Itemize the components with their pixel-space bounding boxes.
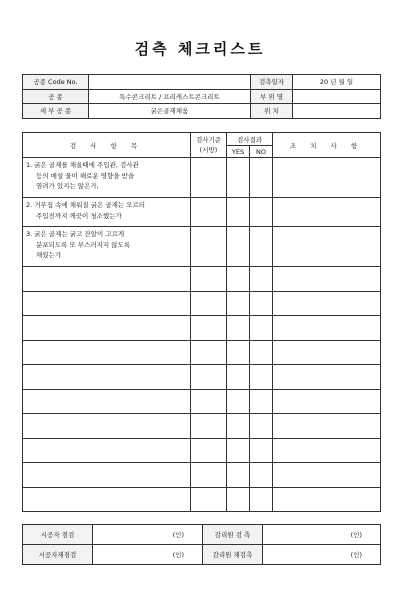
yes-cell[interactable]	[227, 227, 250, 267]
part-field[interactable]	[293, 89, 381, 104]
empty-row	[23, 340, 381, 365]
empty-row	[23, 267, 381, 292]
action-cell[interactable]	[273, 198, 381, 227]
empty-row	[23, 438, 381, 463]
check-item-2: 2. 거푸집 속에 채워질 굵은 골재는 모르터 주입전까지 깨끗이 청소했는가	[23, 198, 191, 227]
col-no-header: NO	[250, 146, 273, 158]
no-cell[interactable]	[250, 158, 273, 198]
empty-row	[23, 463, 381, 488]
col-result-header: 검사결과	[227, 133, 273, 146]
contractor-check-seal[interactable]: (인)	[93, 525, 203, 545]
empty-row	[23, 487, 381, 512]
std-cell[interactable]	[191, 227, 227, 267]
action-cell[interactable]	[273, 158, 381, 198]
signature-table	[22, 524, 381, 565]
col-item-header: 검 사 항 목	[23, 133, 191, 158]
empty-row	[23, 291, 381, 316]
date-label: 검측일자	[251, 75, 293, 90]
col-std-label: 검사기준 (시방)	[195, 136, 222, 154]
action-cell[interactable]	[273, 227, 381, 267]
yes-cell[interactable]	[227, 158, 250, 198]
location-field[interactable]	[293, 104, 381, 119]
contractor-recheck-label: 시공자재점검	[23, 545, 93, 565]
detail-label: 세 부 공 종	[23, 104, 89, 119]
std-cell[interactable]	[191, 198, 227, 227]
no-cell[interactable]	[250, 198, 273, 227]
detail-value: 굵은골재채움	[89, 104, 251, 119]
yes-cell[interactable]	[227, 198, 250, 227]
contractor-check-label: 시공자 점검	[23, 525, 93, 545]
supervisor-inspect-seal[interactable]: (인)	[263, 525, 381, 545]
header-table	[22, 74, 381, 119]
no-cell[interactable]	[250, 227, 273, 267]
work-code-label: 공종 Code No.	[23, 75, 89, 90]
supervisor-reinspect-label: 감리원 재검측	[203, 545, 263, 565]
work-code-field[interactable]	[89, 75, 251, 90]
col-yes-header: YES	[227, 146, 250, 158]
part-label: 부 위 명	[251, 89, 293, 104]
col-std-header	[191, 133, 227, 158]
empty-row	[23, 316, 381, 341]
std-cell[interactable]	[191, 158, 227, 198]
col-action-header: 조 치 사 항	[273, 133, 381, 158]
type-label: 공 종	[23, 89, 89, 104]
location-label: 위 치	[251, 104, 293, 119]
type-value: 특수콘크리트 / 프리캐스트콘크리트	[89, 89, 251, 104]
date-field[interactable]: 20 년 월 일	[293, 75, 381, 90]
checklist-table	[22, 132, 381, 512]
check-item-1: 1. 굵은 골재를 채울때에 주입관, 검사관 등의 매설 물이 해로운 영향을 받을 염려가 있지는 않은가,	[23, 158, 191, 198]
page-title: 검측 체크리스트	[134, 40, 266, 58]
supervisor-reinspect-seal[interactable]: (인)	[263, 545, 381, 565]
empty-row	[23, 414, 381, 439]
check-item-3: 3. 굵은 골재는 굵고 잔알이 고르게 분포되도록 또 부스러지지 않도록 채웠는가	[23, 227, 191, 267]
empty-row	[23, 389, 381, 414]
contractor-recheck-seal[interactable]: (인)	[93, 545, 203, 565]
supervisor-inspect-label: 감리원 검 측	[203, 525, 263, 545]
empty-row	[23, 365, 381, 390]
